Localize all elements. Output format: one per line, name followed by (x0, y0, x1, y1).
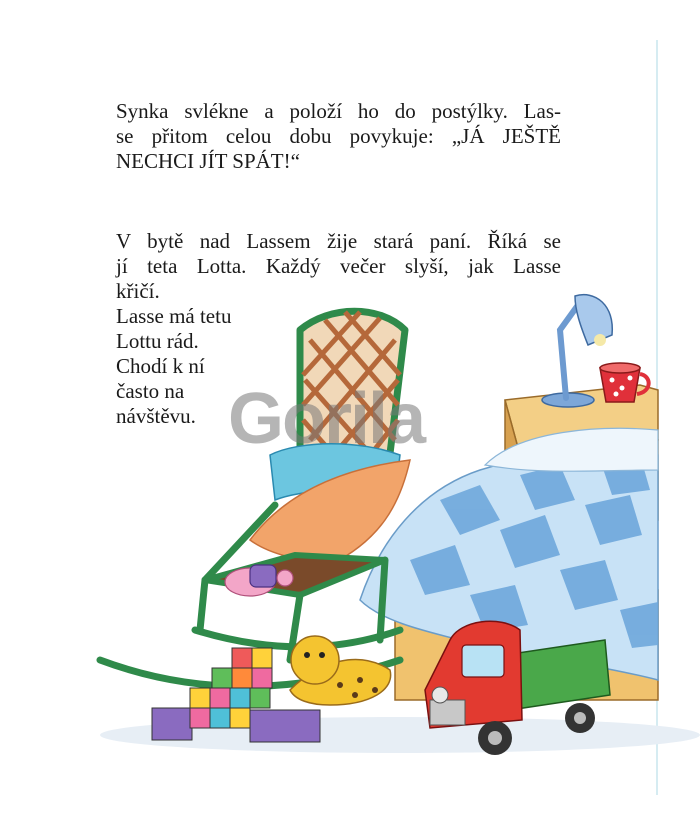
rocking-chair (100, 311, 410, 686)
paragraph-3-line-5: návštěvu. (116, 404, 196, 428)
paragraph-1-line-2: se přitom celou dobu povykuje: „JÁ JEŠTĚ (116, 124, 561, 148)
paragraph-2-line-3: křičí. (116, 279, 160, 303)
paragraph-2-line-1: V bytě nad Lassem žije stará paní. Říká se (116, 229, 561, 253)
paragraph-1-line-3: NECHCI JÍT SPÁT!“ (116, 149, 300, 173)
paragraph-3-line-2: Lottu rád. (116, 329, 199, 353)
paragraph-2-line-2: jí teta Lotta. Každý večer slyší, jak Lasse (116, 254, 561, 278)
paragraph-3-line-3: Chodí k ní (116, 354, 205, 378)
paragraph-3-line-1: Lasse má tetu (116, 304, 232, 328)
paragraph-3-line-4: často na (116, 379, 185, 403)
paragraph-1-line-1: Synka svlékne a položí ho do postýlky. Las- (116, 99, 561, 123)
watermark-text: Gorila (228, 379, 425, 459)
